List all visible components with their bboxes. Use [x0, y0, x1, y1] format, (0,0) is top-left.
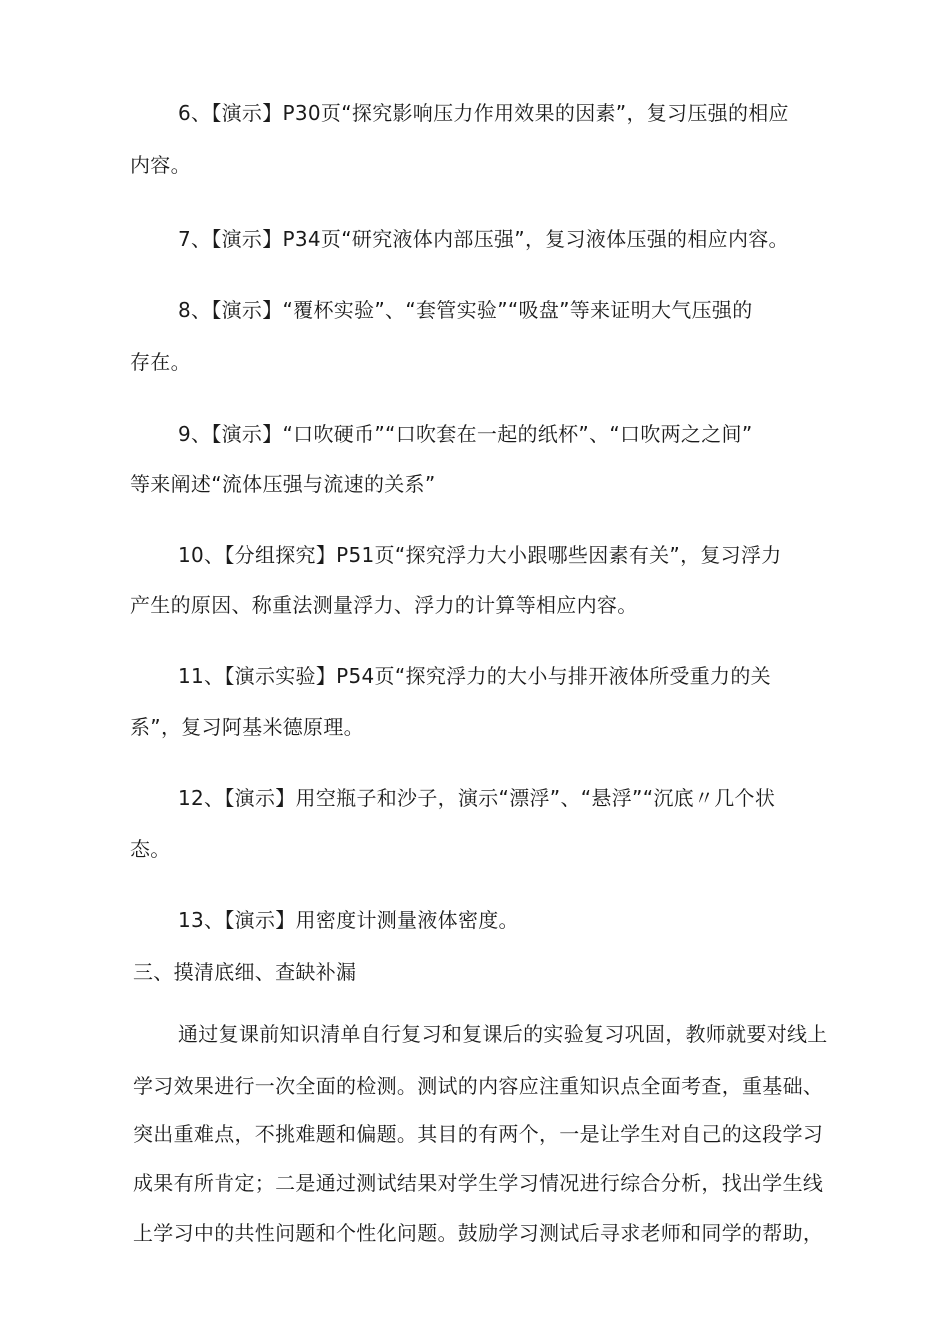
item-13-line-1: 13、【演示】用密度计测量液体密度。: [178, 908, 519, 932]
paragraph-line-4: 成果有所肯定；二是通过测试结果对学生学习情况进行综合分析，找出学生线: [133, 1171, 824, 1195]
item-11-line-2: 系”，复习阿基米德原理。: [130, 715, 364, 739]
item-8-line-2: 存在。: [130, 350, 191, 374]
item-6-line-1: 6、【演示】P30页“探究影响压力作用效果的因素”，复习压强的相应: [178, 101, 789, 125]
item-9-line-2: 等来阐述“流体压强与流速的关系”: [130, 472, 436, 496]
item-10-line-2: 产生的原因、称重法测量浮力、浮力的计算等相应内容。: [130, 593, 638, 617]
paragraph-line-3: 突出重难点，不挑难题和偏题。其目的有两个，一是让学生对自己的这段学习: [133, 1122, 824, 1146]
paragraph-line-1: 通过复课前知识清单自行复习和复课后的实验复习巩固，教师就要对线上: [178, 1022, 828, 1046]
item-11-line-1: 11、【演示实验】P54页“探究浮力的大小与排开液体所受重力的关: [178, 664, 771, 688]
item-7-line-1: 7、【演示】P34页“研究液体内部压强”，复习液体压强的相应内容。: [178, 227, 789, 251]
item-6-line-2: 内容。: [130, 153, 191, 177]
item-12-line-1: 12、【演示】用空瓶子和沙子，演示“漂浮”、“悬浮”“沉底〃几个状: [178, 786, 776, 810]
paragraph-line-5: 上学习中的共性问题和个性化问题。鼓励学习测试后寻求老师和同学的帮助，: [133, 1221, 824, 1245]
item-9-line-1: 9、【演示】“口吹硬币”“口吹套在一起的纸杯”、“口吹两之之间”: [178, 422, 753, 446]
item-12-line-2: 态。: [130, 837, 171, 861]
item-10-line-1: 10、【分组探究】P51页“探究浮力大小跟哪些因素有关”，复习浮力: [178, 543, 782, 567]
section-heading: 三、摸清底细、查缺补漏: [133, 960, 357, 984]
item-8-line-1: 8、【演示】“覆杯实验”、“套管实验”“吸盘”等来证明大气压强的: [178, 298, 753, 322]
paragraph-line-2: 学习效果进行一次全面的检测。测试的内容应注重知识点全面考查，重基础、: [133, 1074, 824, 1098]
